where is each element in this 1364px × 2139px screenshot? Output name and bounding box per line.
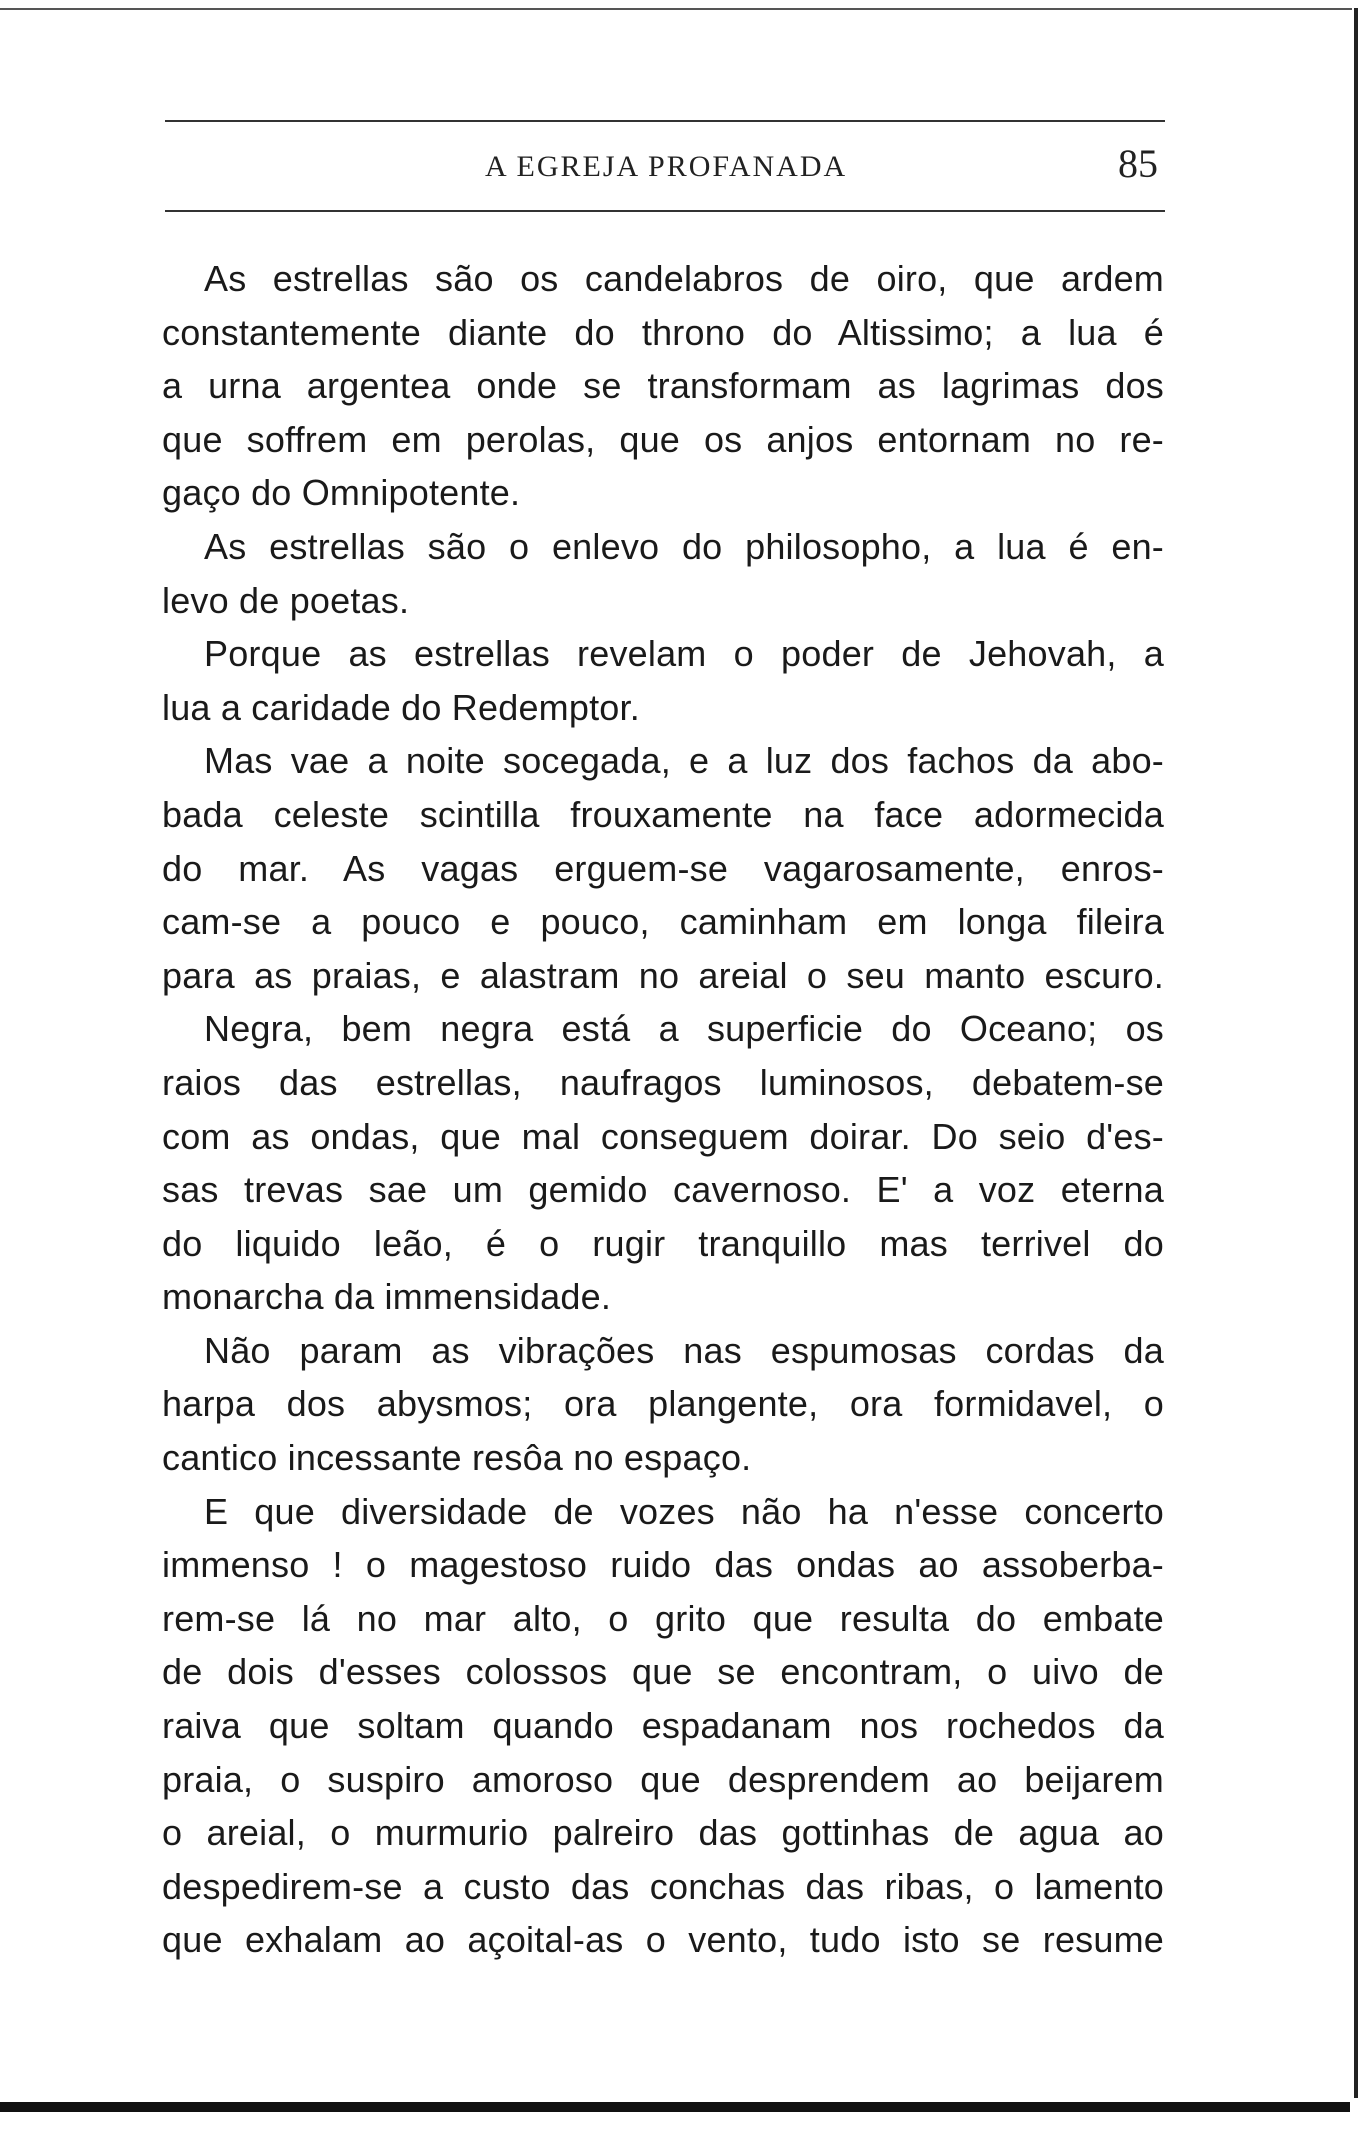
text-line: que exhalam ao açoital-as o vento, tudo isto se resume bbox=[162, 1919, 1164, 1961]
text-line: harpa dos abysmos; ora plangente, ora formidavel, o bbox=[162, 1383, 1164, 1425]
text-line: do liquido leão, é o rugir tranquillo mas terrivel do bbox=[162, 1222, 1164, 1264]
text-line: despedirem-se a custo das conchas das ribas, o lamento bbox=[162, 1865, 1164, 1907]
text-line: lua a caridade do Redemptor. bbox=[162, 686, 640, 728]
text-line: Não param as vibrações nas espumosas cordas da bbox=[204, 1329, 1164, 1371]
text-line: constantemente diante do throno do Altissimo; a lua é bbox=[162, 311, 1164, 353]
text-line: E que diversidade de vozes não ha n'esse concerto bbox=[204, 1490, 1164, 1532]
text-line: cam-se a pouco e pouco, caminham em longa fileira bbox=[162, 901, 1164, 943]
text-line: que soffrem em perolas, que os anjos entornam no re- bbox=[162, 418, 1164, 460]
running-title: A EGREJA PROFANADA bbox=[485, 150, 848, 183]
text-line: praia, o suspiro amoroso que desprendem ao beijarem bbox=[162, 1758, 1164, 1800]
page-edge-bottom bbox=[0, 2102, 1350, 2112]
page-edge-top bbox=[0, 8, 1352, 10]
text-line: gaço do Omnipotente. bbox=[162, 472, 521, 514]
text-line: o areial, o murmurio palreiro das gottinhas de agua ao bbox=[162, 1812, 1164, 1854]
running-head bbox=[0, 140, 1364, 190]
page-number: 85 bbox=[1118, 141, 1158, 186]
text-line: para as praias, e alastram no areial o seu manto escuro. bbox=[162, 954, 1164, 996]
text-line: Mas vae a noite socegada, e a luz dos fachos da abo- bbox=[204, 740, 1164, 782]
text-line: raiva que soltam quando espadanam nos rochedos da bbox=[162, 1705, 1164, 1747]
text-line: monarcha da immensidade. bbox=[162, 1276, 612, 1318]
text-line: As estrellas são os candelabros de oiro, que ardem bbox=[204, 258, 1164, 299]
text-line: cantico incessante resôa no espaço. bbox=[162, 1437, 752, 1479]
text-line: Porque as estrellas revelam o poder de Jehovah, a bbox=[204, 633, 1164, 675]
header-rule-top bbox=[165, 120, 1165, 122]
text-line: bada celeste scintilla frouxamente na face adormecida bbox=[162, 793, 1164, 835]
text-line: a urna argentea onde se transformam as lagrimas dos bbox=[162, 365, 1164, 407]
page-edge-right bbox=[1354, 8, 1358, 2098]
text-line: com as ondas, que mal conseguem doirar. Do seio d'es- bbox=[162, 1115, 1164, 1157]
text-line: sas trevas sae um gemido cavernoso. E' a voz eterna bbox=[162, 1169, 1164, 1211]
text-line: de dois d'esses colossos que se encontram, o uivo de bbox=[162, 1651, 1164, 1693]
text-line: do mar. As vagas erguem-se vagarosamente, enros- bbox=[162, 847, 1164, 889]
text-line: raios das estrellas, naufragos luminosos, debatem-se bbox=[162, 1061, 1164, 1103]
text-body bbox=[162, 252, 1164, 1967]
text-line: As estrellas são o enlevo do philosopho, a lua é en- bbox=[204, 525, 1164, 567]
header-rule-bottom bbox=[165, 210, 1165, 212]
text-line: rem-se lá no mar alto, o grito que resulta do embate bbox=[162, 1597, 1164, 1639]
text-line: levo de poetas. bbox=[162, 579, 410, 621]
text-line: immenso ! o magestoso ruido das ondas ao assoberba- bbox=[162, 1544, 1164, 1586]
text-line: Negra, bem negra está a superficie do Oceano; os bbox=[204, 1008, 1164, 1050]
